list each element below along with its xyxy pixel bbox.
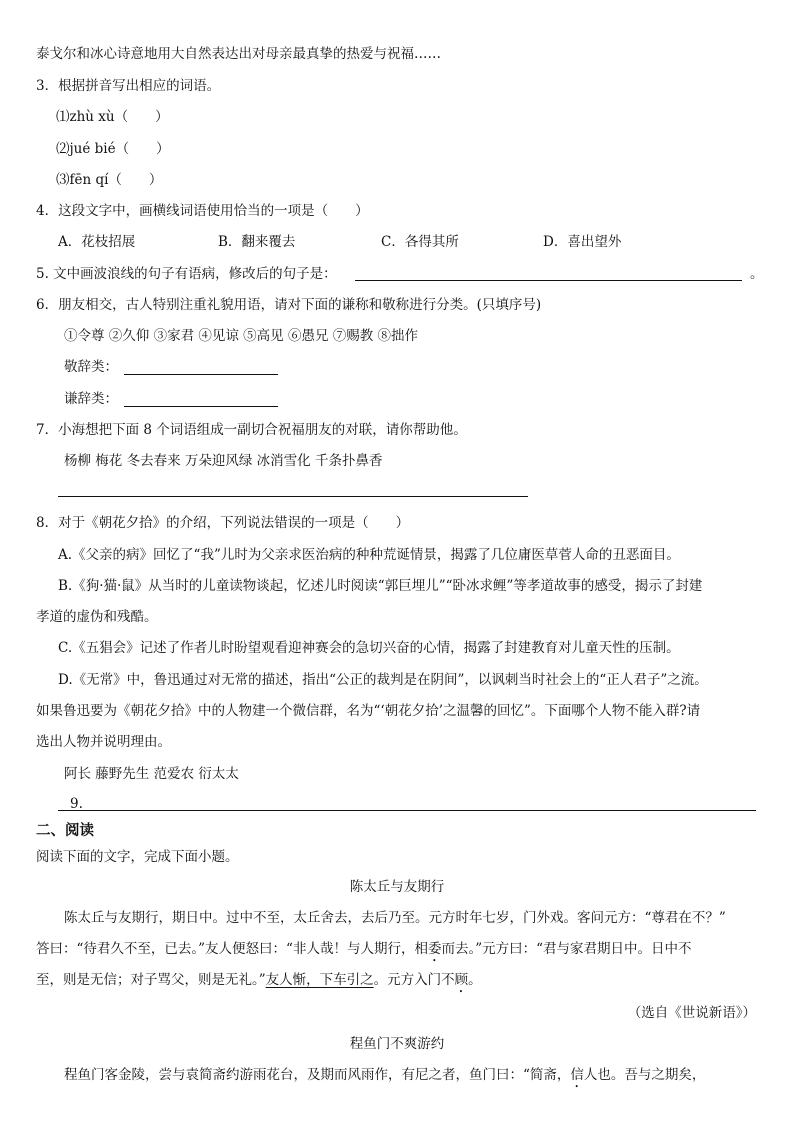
q4-option-b: B．翻来覆去	[218, 234, 296, 250]
q3-item-3: ⑶fēn qí（ ）	[56, 172, 163, 188]
q7-words: 杨柳 梅花 冬去春来 万朵迎风绿 冰消雪化 千条扑鼻香	[64, 453, 383, 469]
q4-option-d: D．喜出望外	[543, 234, 622, 250]
q3-item-2: ⑵jué bié（ ）	[56, 141, 170, 157]
q9-line2: 选出人物并说明理由。	[36, 734, 171, 750]
q6-words: ①令尊 ②久仰 ③家君 ④见谅 ⑤高见 ⑥愚兄 ⑦赐教 ⑧拙作	[64, 328, 419, 344]
q8-option-c: C.《五猖会》记述了作者儿时盼望观看迎神赛会的急切兴奋的心情，揭露了封建教育对儿童天性的压制。	[58, 640, 680, 656]
q5-tail: 。	[750, 266, 764, 282]
dotted-char: 顾	[454, 972, 469, 988]
q4-option-a: A．花枝招展	[58, 234, 136, 250]
q8-option-b-line2: 孝道的虚伪和残酷。	[36, 609, 158, 625]
underlined-phrase: 友人惭，下车引之	[265, 972, 374, 988]
section-instruction: 阅读下面的文字，完成下面小题。	[36, 849, 239, 865]
dotted-char: 委	[427, 941, 442, 957]
q5-stem: 5. 文中画波浪线的句子有语病，修改后的句子是：	[36, 266, 337, 282]
q9-names: 阿长 藤野先生 范爱农 衍太太	[64, 766, 239, 782]
q7-answer-line	[58, 496, 528, 497]
intro-line: 泰戈尔和冰心诗意地用大自然表达出对母亲最真挚的热爱与祝福……	[36, 46, 441, 62]
passage1-line2: 答曰：“待君久不至，已去。”友人便怒曰：“非人哉！与人期行，相委而去。”元方曰：“君与家君期日中。日中不	[36, 941, 692, 957]
q5-answer-line	[355, 280, 742, 281]
passage2-title: 程鱼门不爽游约	[349, 1036, 445, 1052]
q9-number: 9.	[70, 796, 83, 812]
q6-honorific-label: 敬辞类：	[64, 359, 118, 375]
q4-stem: 4．这段文字中，画横线词语使用恰当的一项是（ ）	[36, 203, 369, 219]
dotted-char: 信	[570, 1067, 584, 1083]
q9-line1: 如果鲁迅要为《朝花夕拾》中的人物建一个微信群，名为“‘朝花夕拾’之温馨的回忆”。下面哪个人物不能入群?请	[36, 703, 701, 719]
q7-stem: 7．小海想把下面 8 个词语组成一副切合祝福朋友的对联，请你帮助他。	[36, 422, 467, 438]
q6-humble-label: 谦辞类：	[64, 391, 118, 407]
q4-option-c: C．各得其所	[381, 234, 459, 250]
q3-stem: 3．根据拼音写出相应的词语。	[36, 78, 221, 94]
passage1-title: 陈太丘与友期行	[349, 879, 445, 895]
passage1-line1: 陈太丘与友期行，期日中。过中不至，太丘舍去，去后乃至。元方时年七岁，门外戏。客问元方：“尊君在不？”	[64, 910, 726, 926]
q6-humble-line	[124, 406, 278, 407]
q6-stem: 6．朋友相交，古人特别注重礼貌用语，请对下面的谦称和敬称进行分类。(只填序号)	[36, 297, 542, 313]
q9-answer-line	[58, 810, 756, 811]
section-heading: 二、阅读	[36, 822, 94, 839]
passage1-source: （选自《世说新语》）	[627, 1005, 756, 1021]
q8-option-a: A.《父亲的病》回忆了“我”儿时为父亲求医治病的种种荒诞情景，揭露了几位庸医草菅人命的丑恶面目。	[58, 547, 680, 563]
passage1-line3: 至，则是无信；对子骂父，则是无礼。”友人惭，下车引之。元方入门不顾。	[36, 972, 482, 988]
q8-option-d: D.《无常》中，鲁迅通过对无常的描述，指出“公正的裁判是在阴间”，以讽刺当时社会上的“正人君子”之流。	[58, 672, 708, 688]
passage2-line1: 程鱼门客金陵，尝与袁简斋约游雨花台，及期而风雨作，有尼之者，鱼门曰：“简斋，信人也。吾与之期矣，	[64, 1067, 706, 1083]
q8-stem: 8．对于《朝花夕拾》的介绍，下列说法错误的一项是（ ）	[36, 515, 410, 531]
q8-option-b-line1: B.《狗·猫·鼠》从当时的儿童读物谈起，忆述儿时阅读“郭巨埋儿”“卧冰求鲤”等孝道故事的感受，揭示了封建	[58, 578, 703, 594]
q6-honorific-line	[124, 374, 278, 375]
q3-item-1: ⑴zhù xù（ ）	[56, 109, 169, 125]
